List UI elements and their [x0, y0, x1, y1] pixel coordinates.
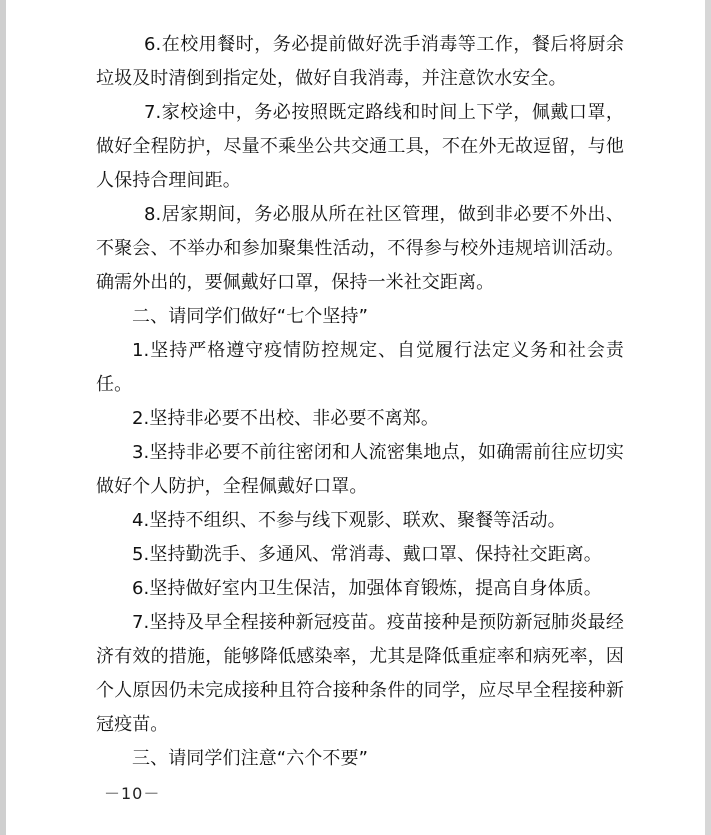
list-item-5: 5.坚持勤洗手、多通风、常消毒、戴口罩、保持社交距离。: [132, 544, 602, 565]
paragraph-8-home: 8.居家期间，务必服从所在社区管理，做到非必要不外出、不聚会、不举办和参加聚集性活动，不得参与校外违规培训活动。确需外出的，要佩戴好口罩，保持一米社交距离。: [96, 204, 624, 293]
paragraph-6-dining: 6.在校用餐时，务必提前做好洗手消毒等工作，餐后将厨余垃圾及时清倒到指定处，做好自我消毒，并注意饮水安全。: [96, 34, 624, 89]
document-body: [96, 28, 624, 776]
list-item-2: 2.坚持非必要不出校、非必要不离郑。: [132, 408, 439, 429]
section-heading-seven: 二、请同学们做好“七个坚持”: [132, 306, 369, 327]
page-left-border: [0, 0, 6, 835]
list-item-1: 1.坚持严格遵守疫情防控规定、自觉履行法定义务和社会责任。: [96, 340, 624, 395]
page-right-border: [705, 0, 711, 835]
list-item-4: 4.坚持不组织、不参与线下观影、联欢、聚餐等活动。: [132, 510, 566, 531]
page-number: －10－: [104, 784, 161, 803]
section-heading-six: 三、请同学们注意“六个不要”: [132, 748, 369, 769]
list-item-3: 3.坚持非必要不前往密闭和人流密集地点，如确需前往应切实做好个人防护，全程佩戴好口罩。: [96, 442, 624, 497]
list-item-6: 6.坚持做好室内卫生保洁，加强体育锻炼，提高自身体质。: [132, 578, 602, 599]
list-item-7: 7.坚持及早全程接种新冠疫苗。疫苗接种是预防新冠肺炎最经济有效的措施，能够降低感染率，尤其是降低重症率和病死率，因个人原因仍未完成接种且符合接种条件的同学，应尽早全程接种新冠疫苗。: [96, 612, 624, 735]
paragraph-7-commute: 7.家校途中，务必按照既定路线和时间上下学，佩戴口罩，做好全程防护，尽量不乘坐公共交通工具，不在外无故逗留，与他人保持合理间距。: [96, 102, 624, 191]
